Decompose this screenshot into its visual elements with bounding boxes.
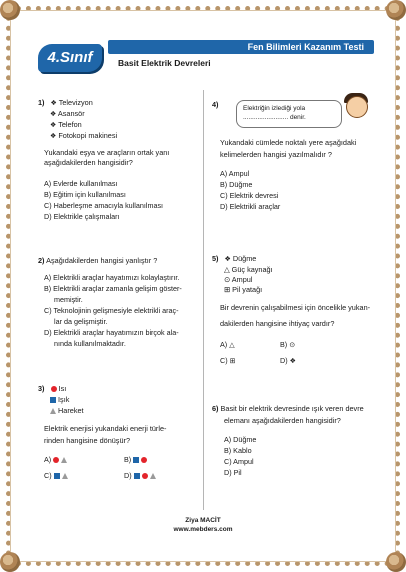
option-letter: D): [124, 471, 132, 480]
list-item: Asansör: [57, 109, 85, 118]
speech-blank: ......................... denir.: [243, 114, 306, 121]
answer-option-c[interactable]: C) Ampul: [224, 457, 254, 466]
blue-square-icon: [134, 473, 140, 479]
speech-text: Elektriğin izlediği yola: [243, 105, 306, 112]
legend-heat: Isı: [58, 384, 67, 393]
corner-knot: [0, 552, 20, 572]
question-number: 6): [212, 404, 219, 413]
diamond-icon: ❖: [50, 122, 57, 129]
question-text: Yukandaki cümlede noktalı yere aşağıdaki: [220, 138, 357, 147]
test-header: [38, 40, 374, 74]
target-icon: ⊙: [224, 275, 231, 284]
question-3: [38, 384, 200, 488]
option-letter: C): [44, 471, 52, 480]
answer-option-b[interactable]: [124, 454, 147, 465]
grade-logo: 4.Sınıf: [38, 44, 102, 72]
red-circle-icon: [53, 457, 59, 463]
answer-option-a[interactable]: A) Evlerde kullanılması: [44, 179, 118, 188]
diamond-icon: ❖: [50, 133, 57, 140]
question-number: 4): [212, 100, 219, 109]
question-text-cont: kelimelerden hangisi yazılmalıdır ?: [220, 150, 332, 159]
answer-option-d[interactable]: [124, 470, 156, 481]
diamond-icon: ❖: [289, 356, 297, 365]
question-text: Basit bir elektrik devresinde ışık veren devre: [220, 404, 364, 413]
option-letter: B): [280, 340, 288, 349]
list-item: Televizyon: [58, 98, 93, 107]
answer-option-b[interactable]: B) Kablo: [224, 446, 252, 455]
question-number: 2): [38, 256, 45, 265]
question-2: [38, 256, 200, 349]
gray-triangle-icon: [61, 457, 67, 463]
answer-option-d-cont: nında kullanılmaktadır.: [54, 339, 126, 348]
gray-triangle-icon: [50, 408, 56, 414]
site-link[interactable]: www.mebders.com: [173, 526, 233, 533]
question-4: [220, 138, 382, 212]
answer-option-c[interactable]: [220, 355, 236, 366]
blue-square-icon: [54, 473, 60, 479]
answer-option-a[interactable]: A) Elektrikli araçlar hayatımızı kolaylaştırır.: [44, 273, 180, 282]
answer-option-b-cont: memiştir.: [54, 295, 83, 304]
answer-option-a[interactable]: A) Düğme: [224, 435, 257, 444]
blue-square-icon: [133, 457, 139, 463]
box-icon: ⊞: [224, 285, 231, 294]
corner-knot: [386, 552, 406, 572]
answer-option-b[interactable]: B) Eğitim için kullanılması: [44, 190, 126, 199]
target-icon: ⊙: [289, 340, 296, 349]
answer-option-c[interactable]: [44, 470, 68, 481]
question-6: [212, 404, 382, 478]
diamond-icon: ❖: [50, 100, 57, 107]
red-circle-icon: [141, 457, 147, 463]
list-item: Telefon: [58, 120, 82, 129]
answer-option-c-cont: lar da gelişmiştir.: [54, 317, 108, 326]
student-avatar: [346, 96, 368, 118]
answer-option-b[interactable]: B) Elektrikli araçlar zamanla gelişim göster-: [44, 284, 182, 293]
answer-option-d[interactable]: D) Elektrikli araçlar: [220, 202, 281, 211]
list-item: Ampul: [231, 275, 253, 284]
answer-option-a[interactable]: A) Ampul: [220, 169, 250, 178]
answer-option-d[interactable]: [280, 355, 296, 366]
answer-option-c[interactable]: C) Haberleşme amacıyla kullanılması: [44, 201, 164, 210]
question-text-cont: rinden hangisine dönüşür?: [44, 436, 131, 445]
gray-triangle-icon: [150, 473, 156, 479]
question-text: Yukandaki eşya ve araçların ortak yanı aşağıdakilerden hangisidir?: [44, 148, 170, 167]
answer-option-d[interactable]: D) Elektrikle çalışmaları: [44, 212, 120, 221]
test-title: Fen Bilimleri Kazanım Testi: [108, 40, 374, 54]
legend-light: Işık: [58, 395, 70, 404]
list-item: Fotokopi makinesi: [58, 131, 118, 140]
diamond-icon: ❖: [50, 111, 57, 118]
list-item: Pil yatağı: [232, 285, 263, 294]
red-circle-icon: [142, 473, 148, 479]
answer-option-b[interactable]: B) Düğme: [220, 180, 253, 189]
question-number: 3): [38, 384, 45, 393]
list-item: Düğme: [232, 254, 257, 263]
answer-option-a[interactable]: [44, 454, 67, 465]
speech-bubble: [236, 100, 342, 128]
question-text: Aşağıdakilerden hangisi yanlıştır ?: [46, 256, 158, 265]
question-4-number-wrap: [212, 100, 219, 110]
blue-square-icon: [50, 397, 56, 403]
question-text-cont: dakilerden hangisine ihtiyaç vardır?: [220, 319, 335, 328]
topic-title: Basit Elektrik Devreleri: [118, 58, 211, 68]
red-circle-icon: [51, 386, 57, 392]
gray-triangle-icon: [62, 473, 68, 479]
corner-knot: [386, 0, 406, 20]
column-divider: [203, 90, 204, 510]
answer-option-c[interactable]: C) Elektrik devresi: [220, 191, 279, 200]
question-number: 5): [212, 254, 219, 263]
list-item: Güç kaynağı: [231, 265, 273, 274]
question-5: [212, 254, 382, 369]
corner-knot: [0, 0, 20, 20]
option-letter: A): [44, 455, 52, 464]
answer-option-d[interactable]: D) Elektrikli araçlar hayatımızın birçok ala-: [44, 328, 179, 337]
triangle-icon: △: [229, 340, 235, 349]
question-text-cont: elemanı aşağıdakilerden hangisidir?: [224, 416, 341, 425]
answer-option-d[interactable]: D) Pil: [224, 468, 242, 477]
answer-option-b[interactable]: [280, 339, 295, 350]
triangle-icon: △: [224, 265, 230, 274]
box-icon: ⊞: [229, 356, 236, 365]
answer-option-a[interactable]: [220, 339, 235, 350]
option-letter: C): [220, 356, 228, 365]
question-1: [38, 98, 198, 222]
option-letter: A): [220, 340, 228, 349]
diamond-icon: ❖: [224, 256, 231, 263]
question-number: 1): [38, 98, 45, 107]
author-name: Ziya MACİT: [185, 517, 221, 524]
option-letter: B): [124, 455, 132, 464]
question-text: Bir devrenin çalışabilmesi için öncelikle yukan-: [220, 303, 371, 312]
legend-motion: Hareket: [58, 406, 84, 415]
answer-option-c[interactable]: C) Teknolojinin gelişmesiyle elektrikli araç-: [44, 306, 179, 315]
question-text: Elektrik enerjisi yukandaki enerji türle-: [44, 424, 167, 433]
option-letter: D): [280, 356, 288, 365]
